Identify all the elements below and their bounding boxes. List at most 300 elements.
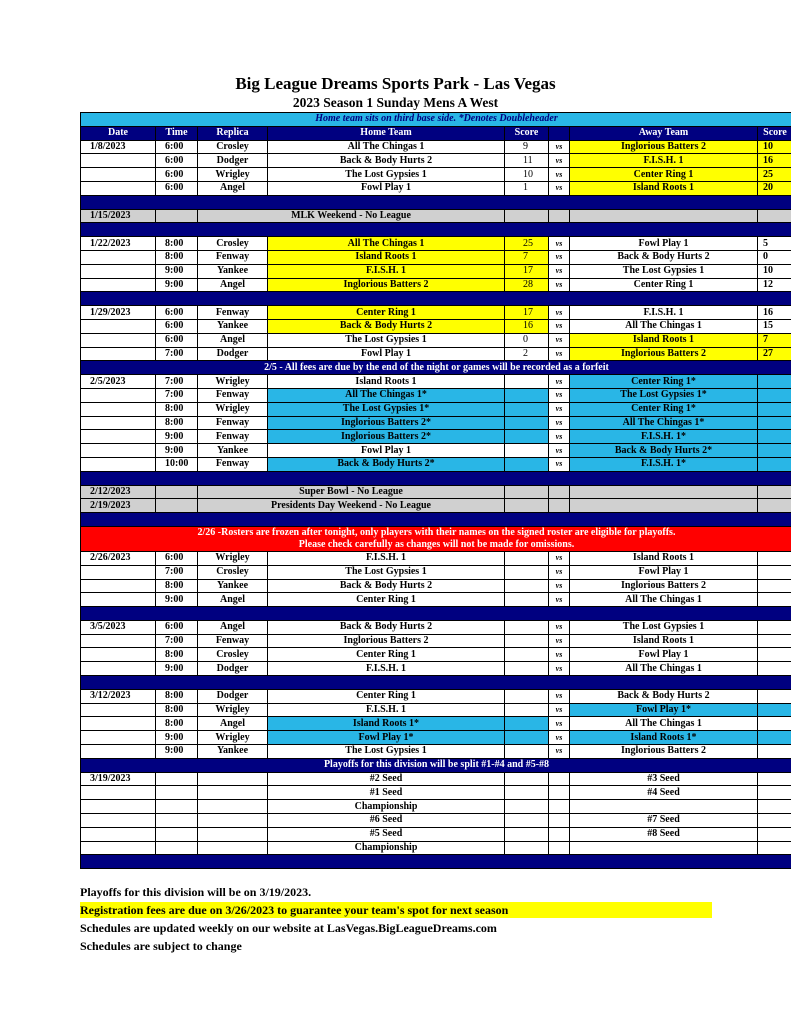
roster-freeze-line-2: Please check carefully as changes will not be made for omissions. [298,538,575,550]
home-team: The Lost Gypsies 1 [268,745,505,759]
home-team: The Lost Gypsies 1 [268,565,505,579]
away-team: All The Chingas 1 [570,319,758,333]
vs-label: vs [549,457,570,471]
away-score [758,717,791,731]
separator-bar [81,292,791,306]
field-replica: Angel [198,278,268,292]
away-score: 16 [758,154,791,168]
playoff-home-seed: Championship [268,800,505,814]
away-team: Inglorious Batters 2 [570,579,758,593]
away-team: Inglorious Batters 2 [570,140,758,154]
field-replica: Fenway [198,250,268,264]
game-date [81,827,156,841]
away-team: All The Chingas 1 [570,717,758,731]
home-team: Fowl Play 1 [268,444,505,458]
home-team: Inglorious Batters 2* [268,416,505,430]
game-date [81,565,156,579]
away-team: Island Roots 1 [570,551,758,565]
empty-cell [549,772,570,786]
no-league-row [81,499,791,513]
home-score: 28 [505,278,549,292]
away-team: Island Roots 1 [570,333,758,347]
home-score [505,703,549,717]
separator-row [81,855,791,869]
playoff-away-seed [570,800,758,814]
game-date [81,717,156,731]
playoff-row [81,841,791,855]
field-replica: Yankee [198,264,268,278]
away-score [758,703,791,717]
playoff-row [81,772,791,786]
away-team: Center Ring 1* [570,402,758,416]
home-team: The Lost Gypsies 1* [268,402,505,416]
game-date [81,388,156,402]
field-replica: Fenway [198,457,268,471]
game-date [81,579,156,593]
game-date: 2/26/2023 [81,551,156,565]
game-date [81,745,156,759]
game-date: 3/19/2023 [81,772,156,786]
game-row [81,579,791,593]
game-date: 1/29/2023 [81,306,156,320]
home-score: 17 [505,264,549,278]
playoff-row [81,786,791,800]
empty-cell [549,841,570,855]
game-time: 9:00 [156,278,198,292]
playoff-away-seed: #8 Seed [570,827,758,841]
away-score [758,745,791,759]
away-team: Island Roots 1 [570,634,758,648]
col-header-date: Date [81,126,156,140]
empty-cell [758,499,791,513]
field-replica: Angel [198,181,268,195]
separator-row [81,223,791,237]
home-score [505,593,549,607]
away-team: Center Ring 1 [570,168,758,182]
vs-label: vs [549,154,570,168]
game-row [81,648,791,662]
field-replica: Fenway [198,416,268,430]
game-date [81,800,156,814]
away-team: Center Ring 1 [570,278,758,292]
game-date [81,786,156,800]
empty-cell [758,814,791,828]
game-time: 9:00 [156,444,198,458]
home-score [505,551,549,565]
away-score: 10 [758,140,791,154]
playoff-away-seed: #7 Seed [570,814,758,828]
game-row [81,154,791,168]
field-replica: Dodger [198,689,268,703]
header-note: Home team sits on third base side. *Denotes Doubleheader [81,113,791,127]
empty-cell [505,814,549,828]
home-score: 25 [505,237,549,251]
vs-label: vs [549,703,570,717]
away-team: Fowl Play 1 [570,648,758,662]
playoff-home-seed: #6 Seed [268,814,505,828]
away-score [758,430,791,444]
game-row [81,319,791,333]
vs-label: vs [549,181,570,195]
empty-cell [758,827,791,841]
home-score [505,731,549,745]
game-time: 8:00 [156,237,198,251]
banner-row [81,758,791,772]
game-time: 9:00 [156,731,198,745]
empty-cell [156,827,198,841]
home-score: 1 [505,181,549,195]
vs-label: vs [549,648,570,662]
playoff-row [81,814,791,828]
field-replica: Yankee [198,444,268,458]
away-score [758,593,791,607]
game-row [81,662,791,676]
home-score [505,662,549,676]
home-score [505,745,549,759]
home-team: F.I.S.H. 1 [268,551,505,565]
home-team: Fowl Play 1 [268,181,505,195]
vs-label: vs [549,620,570,634]
game-row [81,593,791,607]
game-row [81,703,791,717]
empty-cell [198,841,268,855]
empty-cell [758,485,791,499]
field-replica: Fenway [198,430,268,444]
vs-label: vs [549,168,570,182]
game-time: 7:00 [156,388,198,402]
note-row [81,113,791,127]
empty-cell [549,485,570,499]
vs-label: vs [549,551,570,565]
separator-row [81,607,791,621]
playoff-row [81,827,791,841]
away-team: Inglorious Batters 2 [570,347,758,361]
empty-cell [198,827,268,841]
game-row [81,430,791,444]
field-replica: Crosley [198,140,268,154]
game-time: 7:00 [156,347,198,361]
game-time: 6:00 [156,306,198,320]
game-time: 9:00 [156,662,198,676]
game-row [81,264,791,278]
away-team: F.I.S.H. 1 [570,306,758,320]
vs-label: vs [549,416,570,430]
field-replica: Crosley [198,237,268,251]
game-date [81,457,156,471]
vs-label: vs [549,375,570,389]
game-time: 8:00 [156,579,198,593]
home-team: Back & Body Hurts 2 [268,319,505,333]
away-score: 10 [758,264,791,278]
playoff-home-seed: Championship [268,841,505,855]
home-team: Island Roots 1 [268,375,505,389]
home-score: 0 [505,333,549,347]
separator-bar [81,513,791,527]
game-date [81,168,156,182]
away-team: Back & Body Hurts 2* [570,444,758,458]
empty-cell [505,800,549,814]
empty-cell [198,772,268,786]
empty-cell [156,841,198,855]
vs-label: vs [549,388,570,402]
game-row [81,168,791,182]
col-header-vs [549,126,570,140]
game-date [81,278,156,292]
game-date [81,416,156,430]
game-time: 6:00 [156,140,198,154]
home-score [505,579,549,593]
separator-bar [81,195,791,209]
playoff-home-seed: #1 Seed [268,786,505,800]
no-league-row [81,485,791,499]
home-team: All The Chingas 1 [268,140,505,154]
away-score [758,731,791,745]
col-header-away-score: Score [758,126,791,140]
empty-cell [549,499,570,513]
home-score [505,402,549,416]
no-league-label: Super Bowl - No League [198,485,505,499]
empty-cell [549,814,570,828]
away-score: 16 [758,306,791,320]
field-replica: Wrigley [198,168,268,182]
game-date [81,731,156,745]
away-team: F.I.S.H. 1 [570,154,758,168]
game-row [81,731,791,745]
away-score: 12 [758,278,791,292]
home-team: Back & Body Hurts 2* [268,457,505,471]
field-replica: Angel [198,593,268,607]
away-team: F.I.S.H. 1* [570,457,758,471]
field-replica: Yankee [198,319,268,333]
field-replica: Dodger [198,154,268,168]
footer-playoff-date: Playoffs for this division will be on 3/19/2023. [80,885,312,899]
game-row [81,402,791,416]
separator-bar [81,676,791,690]
home-team: Inglorious Batters 2 [268,634,505,648]
game-row [81,689,791,703]
field-replica: Fenway [198,306,268,320]
home-team: Center Ring 1 [268,689,505,703]
away-team: The Lost Gypsies 1* [570,388,758,402]
game-row [81,140,791,154]
home-score: 16 [505,319,549,333]
game-date: 2/19/2023 [81,499,156,513]
vs-label: vs [549,278,570,292]
page-subtitle: 2023 Season 1 Sunday Mens A West [292,95,499,110]
home-team: Back & Body Hurts 2 [268,620,505,634]
game-date [81,703,156,717]
playoff-away-seed [570,841,758,855]
banner-text: 2/5 - All fees are due by the end of the night or games will be recorded as a forfeit [81,361,791,375]
column-header-row [81,126,791,140]
field-replica: Angel [198,620,268,634]
field-replica: Wrigley [198,703,268,717]
home-score: 11 [505,154,549,168]
empty-cell [198,814,268,828]
away-score [758,634,791,648]
empty-cell [505,772,549,786]
field-replica: Yankee [198,579,268,593]
empty-cell [758,800,791,814]
game-date: 1/8/2023 [81,140,156,154]
empty-cell [549,209,570,223]
vs-label: vs [549,717,570,731]
away-score [758,457,791,471]
field-replica: Dodger [198,347,268,361]
empty-cell [505,485,549,499]
banner-row [81,361,791,375]
home-score [505,457,549,471]
empty-cell [758,786,791,800]
vs-label: vs [549,306,570,320]
home-team: All The Chingas 1 [268,237,505,251]
home-team: Inglorious Batters 2 [268,278,505,292]
game-row [81,347,791,361]
no-league-label: MLK Weekend - No League [198,209,505,223]
footer-registration-note: Registration fees are due on 3/26/2023 to guarantee your team's spot for next season [80,902,712,918]
home-team: Back & Body Hurts 2 [268,154,505,168]
vs-label: vs [549,662,570,676]
vs-label: vs [549,319,570,333]
away-score [758,388,791,402]
game-row [81,375,791,389]
game-row [81,333,791,347]
no-league-label: Presidents Day Weekend - No League [198,499,505,513]
field-replica: Crosley [198,648,268,662]
separator-row [81,292,791,306]
separator-row [81,471,791,485]
away-team: All The Chingas 1 [570,662,758,676]
playoff-home-seed: #2 Seed [268,772,505,786]
home-team: Island Roots 1* [268,717,505,731]
banner-text: Playoffs for this division will be split #1-#4 and #5-#8 [81,758,791,772]
vs-label: vs [549,593,570,607]
playoff-row [81,800,791,814]
game-date [81,319,156,333]
game-time: 9:00 [156,593,198,607]
game-date [81,444,156,458]
playoff-home-seed: #5 Seed [268,827,505,841]
playoff-away-seed: #3 Seed [570,772,758,786]
home-score [505,430,549,444]
home-score [505,689,549,703]
field-replica: Dodger [198,662,268,676]
field-replica: Wrigley [198,731,268,745]
game-date [81,593,156,607]
empty-cell [549,800,570,814]
game-row [81,565,791,579]
away-score: 27 [758,347,791,361]
away-score: 7 [758,333,791,347]
separator-bar [81,607,791,621]
game-row [81,237,791,251]
separator-row [81,513,791,527]
game-date [81,662,156,676]
vs-label: vs [549,745,570,759]
empty-cell [505,827,549,841]
home-team: F.I.S.H. 1 [268,662,505,676]
away-score [758,551,791,565]
vs-label: vs [549,565,570,579]
vs-label: vs [549,430,570,444]
game-row [81,634,791,648]
game-time: 6:00 [156,168,198,182]
field-replica: Wrigley [198,402,268,416]
game-time: 8:00 [156,689,198,703]
home-score [505,416,549,430]
game-date [81,634,156,648]
no-league-row [81,209,791,223]
col-header-home-score: Score [505,126,549,140]
home-score: 9 [505,140,549,154]
away-team: Fowl Play 1 [570,237,758,251]
home-score [505,634,549,648]
game-date: 2/5/2023 [81,375,156,389]
away-score [758,648,791,662]
game-time: 8:00 [156,402,198,416]
game-row [81,250,791,264]
empty-cell [549,786,570,800]
empty-cell [758,209,791,223]
empty-cell [156,209,198,223]
away-score [758,689,791,703]
home-team: Fowl Play 1 [268,347,505,361]
home-team: The Lost Gypsies 1 [268,333,505,347]
away-team: The Lost Gypsies 1 [570,264,758,278]
away-score: 0 [758,250,791,264]
away-score: 20 [758,181,791,195]
home-score [505,444,549,458]
home-team: Center Ring 1 [268,593,505,607]
game-date [81,347,156,361]
empty-cell [198,800,268,814]
away-team: Back & Body Hurts 2 [570,689,758,703]
game-row [81,181,791,195]
empty-cell [505,499,549,513]
field-replica: Angel [198,333,268,347]
vs-label: vs [549,347,570,361]
game-time: 8:00 [156,648,198,662]
home-score [505,648,549,662]
empty-cell [156,800,198,814]
game-date [81,250,156,264]
field-replica: Fenway [198,634,268,648]
separator-bar [81,471,791,485]
vs-label: vs [549,402,570,416]
empty-cell [758,841,791,855]
page-title: Big League Dreams Sports Park - Las Vegas [235,74,556,93]
away-team: Island Roots 1 [570,181,758,195]
game-time: 6:00 [156,551,198,565]
empty-cell [156,814,198,828]
footer-change-note: Schedules are subject to change [80,939,242,953]
game-row [81,306,791,320]
game-time: 8:00 [156,416,198,430]
empty-cell [758,772,791,786]
game-date [81,430,156,444]
game-date: 2/12/2023 [81,485,156,499]
home-team: Fowl Play 1* [268,731,505,745]
away-team: All The Chingas 1 [570,593,758,607]
away-score [758,375,791,389]
col-header-replica: Replica [198,126,268,140]
separator-bar [81,223,791,237]
game-date [81,841,156,855]
away-team: All The Chingas 1* [570,416,758,430]
home-score [505,620,549,634]
field-replica: Crosley [198,565,268,579]
home-score: 7 [505,250,549,264]
